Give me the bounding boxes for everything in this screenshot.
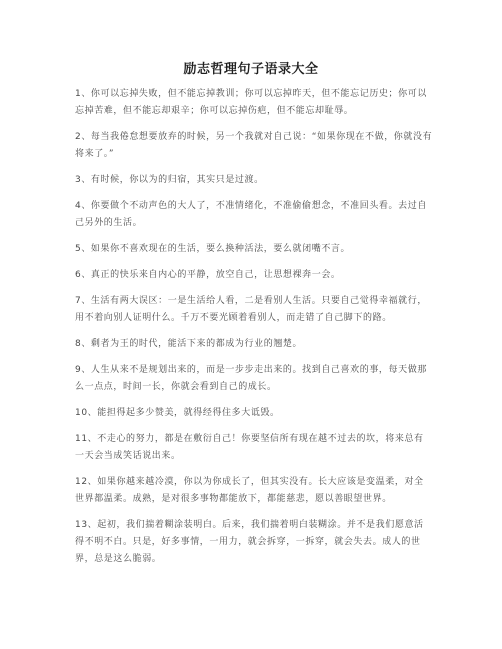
- document-body: [75, 86, 433, 577]
- paragraph-5: 5、如果你不喜欢现在的生活，要么换种活法，要么就闭嘴不言。: [75, 244, 351, 254]
- paragraph-8: 8、剩者为王的时代，能活下来的都成为行业的翘楚。: [75, 339, 303, 349]
- paragraph-6: 6、真正的快乐来自内心的平静，放空自己，让思想裸奔一会。: [75, 270, 341, 280]
- document-title: 励志哲理句子语录大全: [183, 62, 319, 77]
- paragraph-4: 4、你要做个不动声色的大人了，不准情绪化，不准偷偷想念，不准回头看。去过自己另外的生活。: [75, 201, 427, 228]
- paragraph-2: 2、每当我倦怠想要放弃的时候，另一个我就对自己说：“如果你现在不做，你就没有将来了。”: [75, 132, 433, 159]
- paragraph-3: 3、有时候，你以为的归宿，其实只是过渡。: [75, 175, 264, 185]
- paragraph-12: 12、如果你越来越冷漠，你以为你成长了，但其实没有。长大应该是变温柔，对全世界都温柔。成熟，是对很多事物都能放下，都能慈悲，愿以善眼望世界。: [75, 477, 424, 504]
- paragraph-11: 11、不走心的努力，都是在敷衍自己！你要坚信所有现在越不过去的坎，将来总有一天会当成笑话说出来。: [75, 434, 424, 461]
- paragraph-9: 9、人生从来不是规划出来的，而是一步步走出来的。找到自己喜欢的事，每天做那么一点点，时间一长，你就会看到自己的成长。: [75, 365, 427, 392]
- paragraph-13: 13、起初，我们揣着糊涂装明白。后来，我们揣着明白装糊涂。并不是我们愿意活得不明不白。只是，好多事情，一用力，就会拆穿，一拆穿，就会失去。成人的世界，总是这么脆弱。: [75, 520, 424, 564]
- paragraph-10: 10、能担得起多少赞美，就得经得住多大诋毁。: [75, 408, 280, 418]
- paragraph-1: 1、你可以忘掉失败，但不能忘掉教训；你可以忘掉昨天，但不能忘记历史；你可以忘掉苦难，但不能忘却艰辛；你可以忘掉伤疤，但不能忘却耻辱。: [75, 89, 427, 116]
- paragraph-7: 7、生活有两大误区：一是生活给人看，二是看别人生活。只要自己觉得幸福就行，用不着向别人证明什么。千万不要光顾着看别人，而走错了自己脚下的路。: [75, 296, 427, 323]
